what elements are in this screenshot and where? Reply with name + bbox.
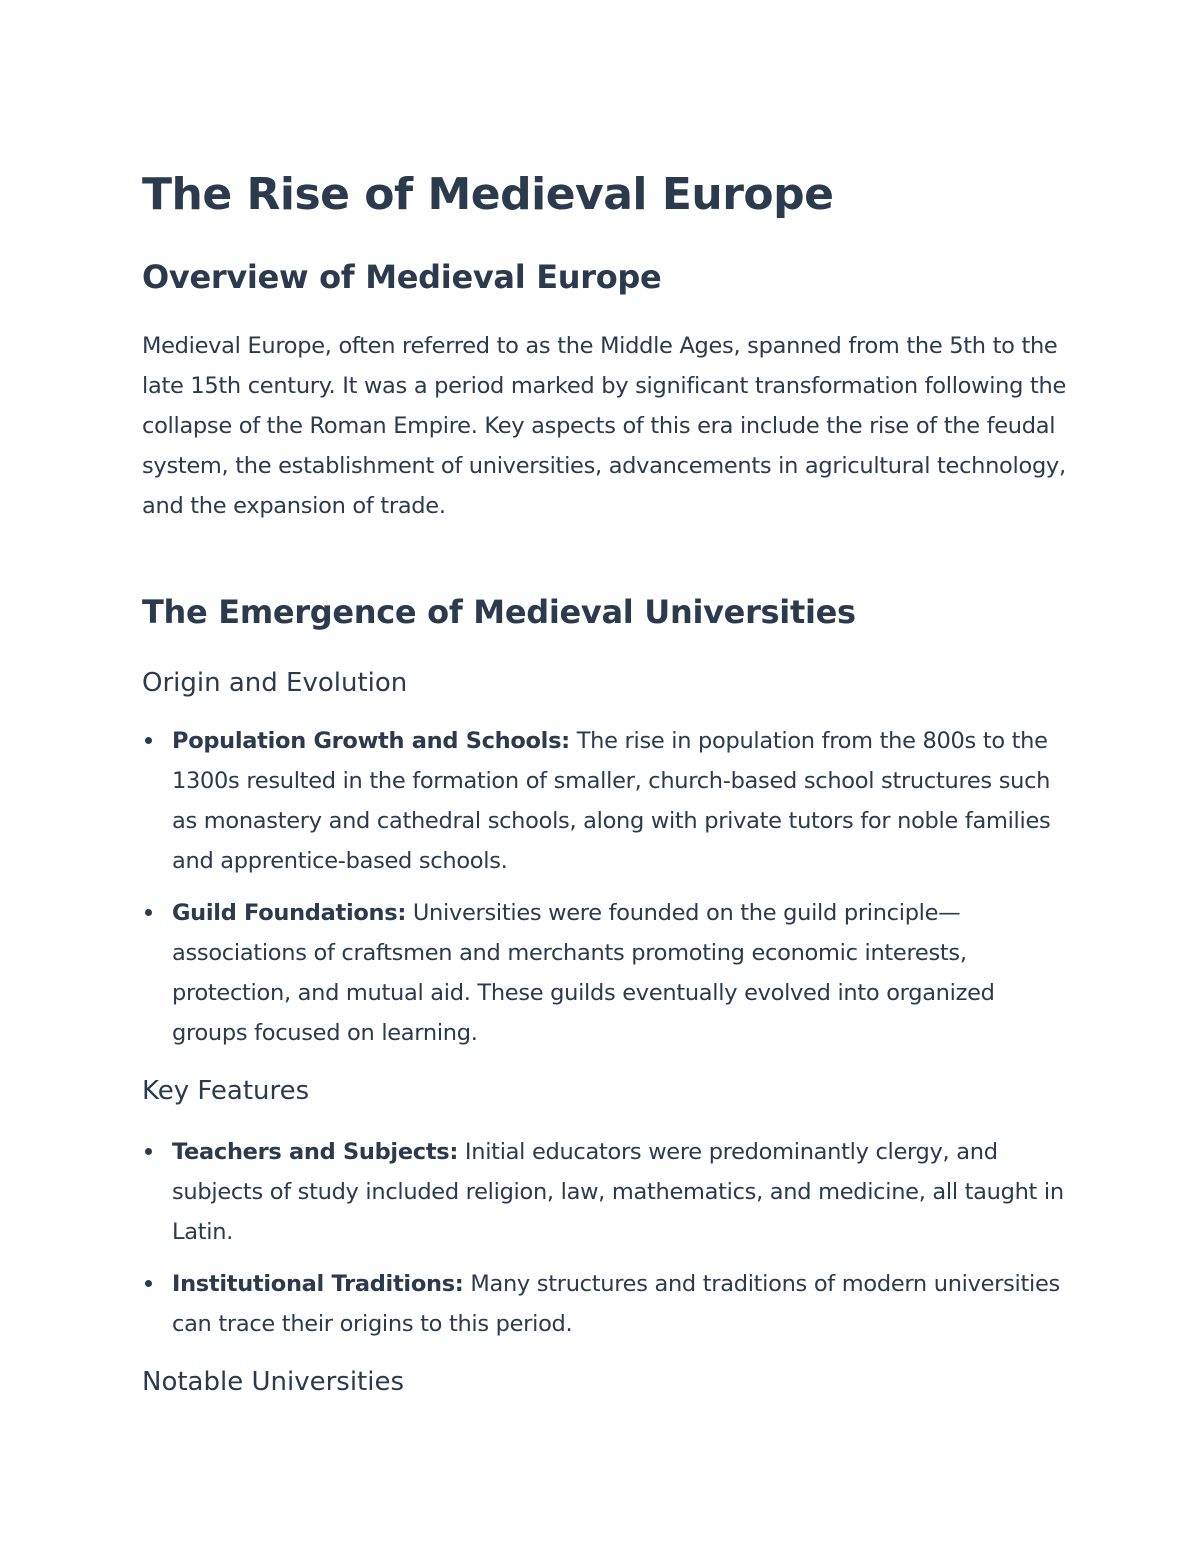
page-title: The Rise of Medieval Europe bbox=[142, 169, 834, 220]
overview-heading: Overview of Medieval Europe bbox=[142, 258, 662, 296]
list-item bbox=[142, 1132, 1067, 1252]
list-item bbox=[142, 1264, 1067, 1344]
list-item-text: Many structures and traditions of modern universities can trace their origins to this period. bbox=[172, 1271, 1060, 1337]
list-item-term: Guild Foundations: bbox=[172, 900, 407, 926]
list-item bbox=[142, 893, 1067, 1053]
notable-heading: Notable Universities bbox=[142, 1367, 405, 1397]
overview-paragraph: Medieval Europe, often referred to as the Middle Ages, spanned from the 5th to the late 15th century. It was a period marked by significant transformation following the collapse of the Roman Empire. Key aspects of this era include the rise of the feudal system, the establishment of universities, advancements in agricultural technology, and the expansion of trade. bbox=[142, 333, 1066, 519]
list-item-term: Institutional Traditions: bbox=[172, 1271, 464, 1297]
list-item-text: The rise in population from the 800s to the 1300s resulted in the formation of smaller, church-based school structures such as monastery and cathedral schools, along with private tutors for noble families and apprentice-based schools. bbox=[172, 728, 1051, 874]
list-item-term: Population Growth and Schools: bbox=[172, 728, 570, 754]
list-item bbox=[142, 721, 1067, 881]
list-item-text: Universities were founded on the guild principle—associations of craftsmen and merchants promoting economic interests, protection, and mutual aid. These guilds eventually evolved into organized groups focused on learning. bbox=[172, 900, 995, 1046]
origin-list bbox=[142, 721, 1067, 1065]
list-item-text: Initial educators were predominantly clergy, and subjects of study included religion, law, mathematics, and medicine, all taught in Latin. bbox=[172, 1139, 1064, 1245]
features-list bbox=[142, 1132, 1067, 1356]
universities-heading: The Emergence of Medieval Universities bbox=[142, 593, 856, 631]
features-heading: Key Features bbox=[142, 1076, 310, 1106]
origin-heading: Origin and Evolution bbox=[142, 668, 408, 698]
list-item-term: Teachers and Subjects: bbox=[172, 1139, 459, 1165]
